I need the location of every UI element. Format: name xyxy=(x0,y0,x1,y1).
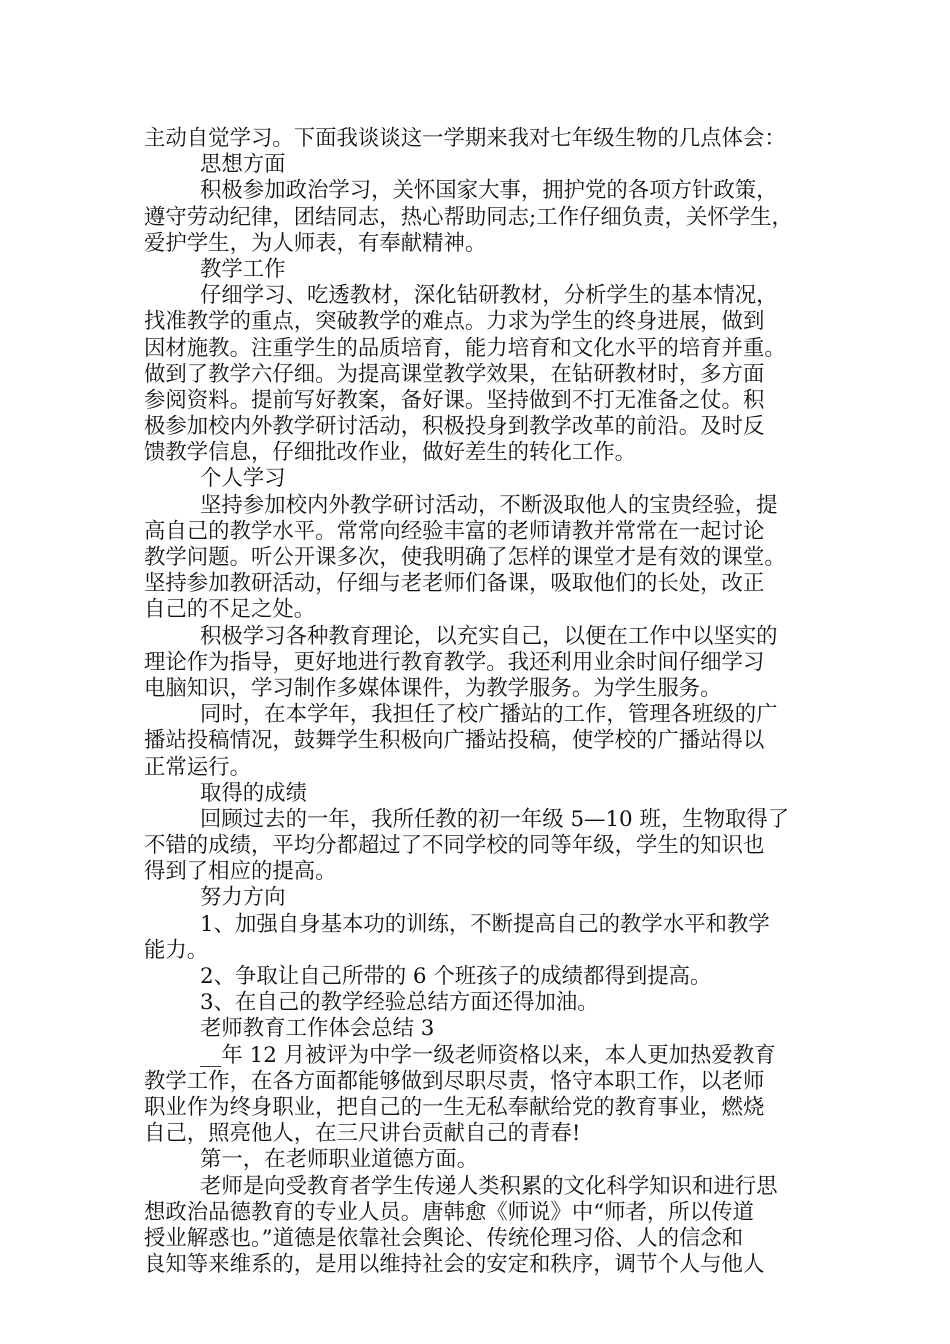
text-line: 做到了教学六仔细。为提高课堂教学效果，在钻研教材时，多方面 xyxy=(144,361,765,387)
text-line: 遵守劳动纪律，团结同志，热心帮助同志;工作仔细负责，关怀学生， xyxy=(144,204,793,230)
text-line: 电脑知识，学习制作多媒体课件，为教学服务。为学生服务。 xyxy=(144,675,722,701)
text-line: 老师教育工作体会总结 3 xyxy=(200,1016,435,1042)
text-line: 播站投稿情况，鼓舞学生积极向广播站投稿，使学校的广播站得以 xyxy=(144,728,765,754)
text-line: 3、在自己的教学经验总结方面还得加油。 xyxy=(200,990,599,1016)
text-line: 良知等来维系的，是用以维持社会的安定和秩序，调节个人与他人 xyxy=(144,1252,765,1278)
text-line: 职业作为终身职业，把自己的一生无私奉献给党的教育事业，燃烧 xyxy=(144,1094,765,1120)
text-line: 高自己的教学水平。常常向经验丰富的老师请教并常常在一起讨论 xyxy=(144,518,765,544)
text-line: 积极参加政治学习，关怀国家大事，拥护党的各项方针政策， xyxy=(200,178,778,204)
text-line: 坚持参加教研活动，仔细与老老师们备课，吸取他们的长处，改正 xyxy=(144,571,765,597)
text-line: 仔细学习、吃透教材，深化钻研教材，分析学生的基本情况， xyxy=(200,283,778,309)
text-line: __年 12 月被评为中学一级老师资格以来，本人更加热爱教育 xyxy=(200,1042,776,1068)
text-line: 老师是向受教育者学生传递人类积累的文化科学知识和进行思 xyxy=(200,1173,778,1199)
text-line: 同时，在本学年，我担任了校广播站的工作，管理各班级的广 xyxy=(200,702,778,728)
text-line: 极参加校内外教学研讨活动，积极投身到教学改革的前沿。及时反 xyxy=(144,414,765,440)
text-line: 思想方面 xyxy=(200,152,286,178)
text-line: 自己，照亮他人，在三尺讲台贡献自己的青春! xyxy=(144,1121,581,1147)
text-line: 教学问题。听公开课多次，使我明确了怎样的课堂才是有效的课堂。 xyxy=(144,545,786,570)
text-line: 回顾过去的一年，我所任教的初一年级 5—10 班，生物取得了 xyxy=(200,806,790,832)
text-line: 爱护学生，为人师表，有奉献精神。 xyxy=(144,230,487,256)
text-line: 不错的成绩，平均分都超过了不同学校的同等年级，学生的知识也 xyxy=(144,833,765,859)
text-line: 理论作为指导，更好地进行教育教学。我还利用业余时间仔细学习 xyxy=(144,649,765,675)
text-line: 教学工作 xyxy=(200,256,286,282)
text-line: 自己的不足之处。 xyxy=(144,597,316,623)
text-line: 正常运行。 xyxy=(144,754,251,780)
text-line: 第一，在老师职业道德方面。 xyxy=(200,1147,479,1173)
text-line: 想政治品德教育的专业人员。唐韩愈《师说》中“师者，所以传道 xyxy=(144,1199,754,1225)
text-line: 积极学习各种教育理论，以充实自己，以便在工作中以坚实的 xyxy=(200,623,778,649)
text-line: 1、加强自身基本功的训练，不断提高自己的教学水平和教学 xyxy=(200,911,770,937)
document-body xyxy=(144,126,816,1278)
text-line: 坚持参加校内外教学研讨活动，不断汲取他人的宝贵经验，提 xyxy=(200,492,778,518)
text-line: 主动自觉学习。下面我谈谈这一学期来我对七年级生物的几点体会： xyxy=(144,126,786,151)
text-line: 找准教学的重点，突破教学的难点。力求为学生的终身进展，做到 xyxy=(144,309,765,335)
text-line: 授业解惑也。”道德是依靠社会舆论、传统伦理习俗、人的信念和 xyxy=(144,1225,744,1251)
text-line: 参阅资料。提前写好教案，备好课。坚持做到不打无准备之仗。积 xyxy=(144,387,765,413)
text-line: 取得的成绩 xyxy=(200,780,307,806)
text-line: 因材施教。注重学生的品质培育，能力培育和文化水平的培育并重。 xyxy=(144,335,786,361)
text-line: 个人学习 xyxy=(200,466,286,492)
text-line: 2、争取让自己所带的 6 个班孩子的成绩都得到提高。 xyxy=(200,964,712,989)
text-line: 教学工作，在各方面都能够做到尽职尽责，恪守本职工作，以老师 xyxy=(144,1068,765,1094)
text-line: 努力方向 xyxy=(200,885,286,911)
text-line: 馈教学信息，仔细批改作业，做好差生的转化工作。 xyxy=(144,440,636,466)
text-line: 得到了相应的提高。 xyxy=(144,859,337,885)
text-line: 能力。 xyxy=(144,937,209,963)
